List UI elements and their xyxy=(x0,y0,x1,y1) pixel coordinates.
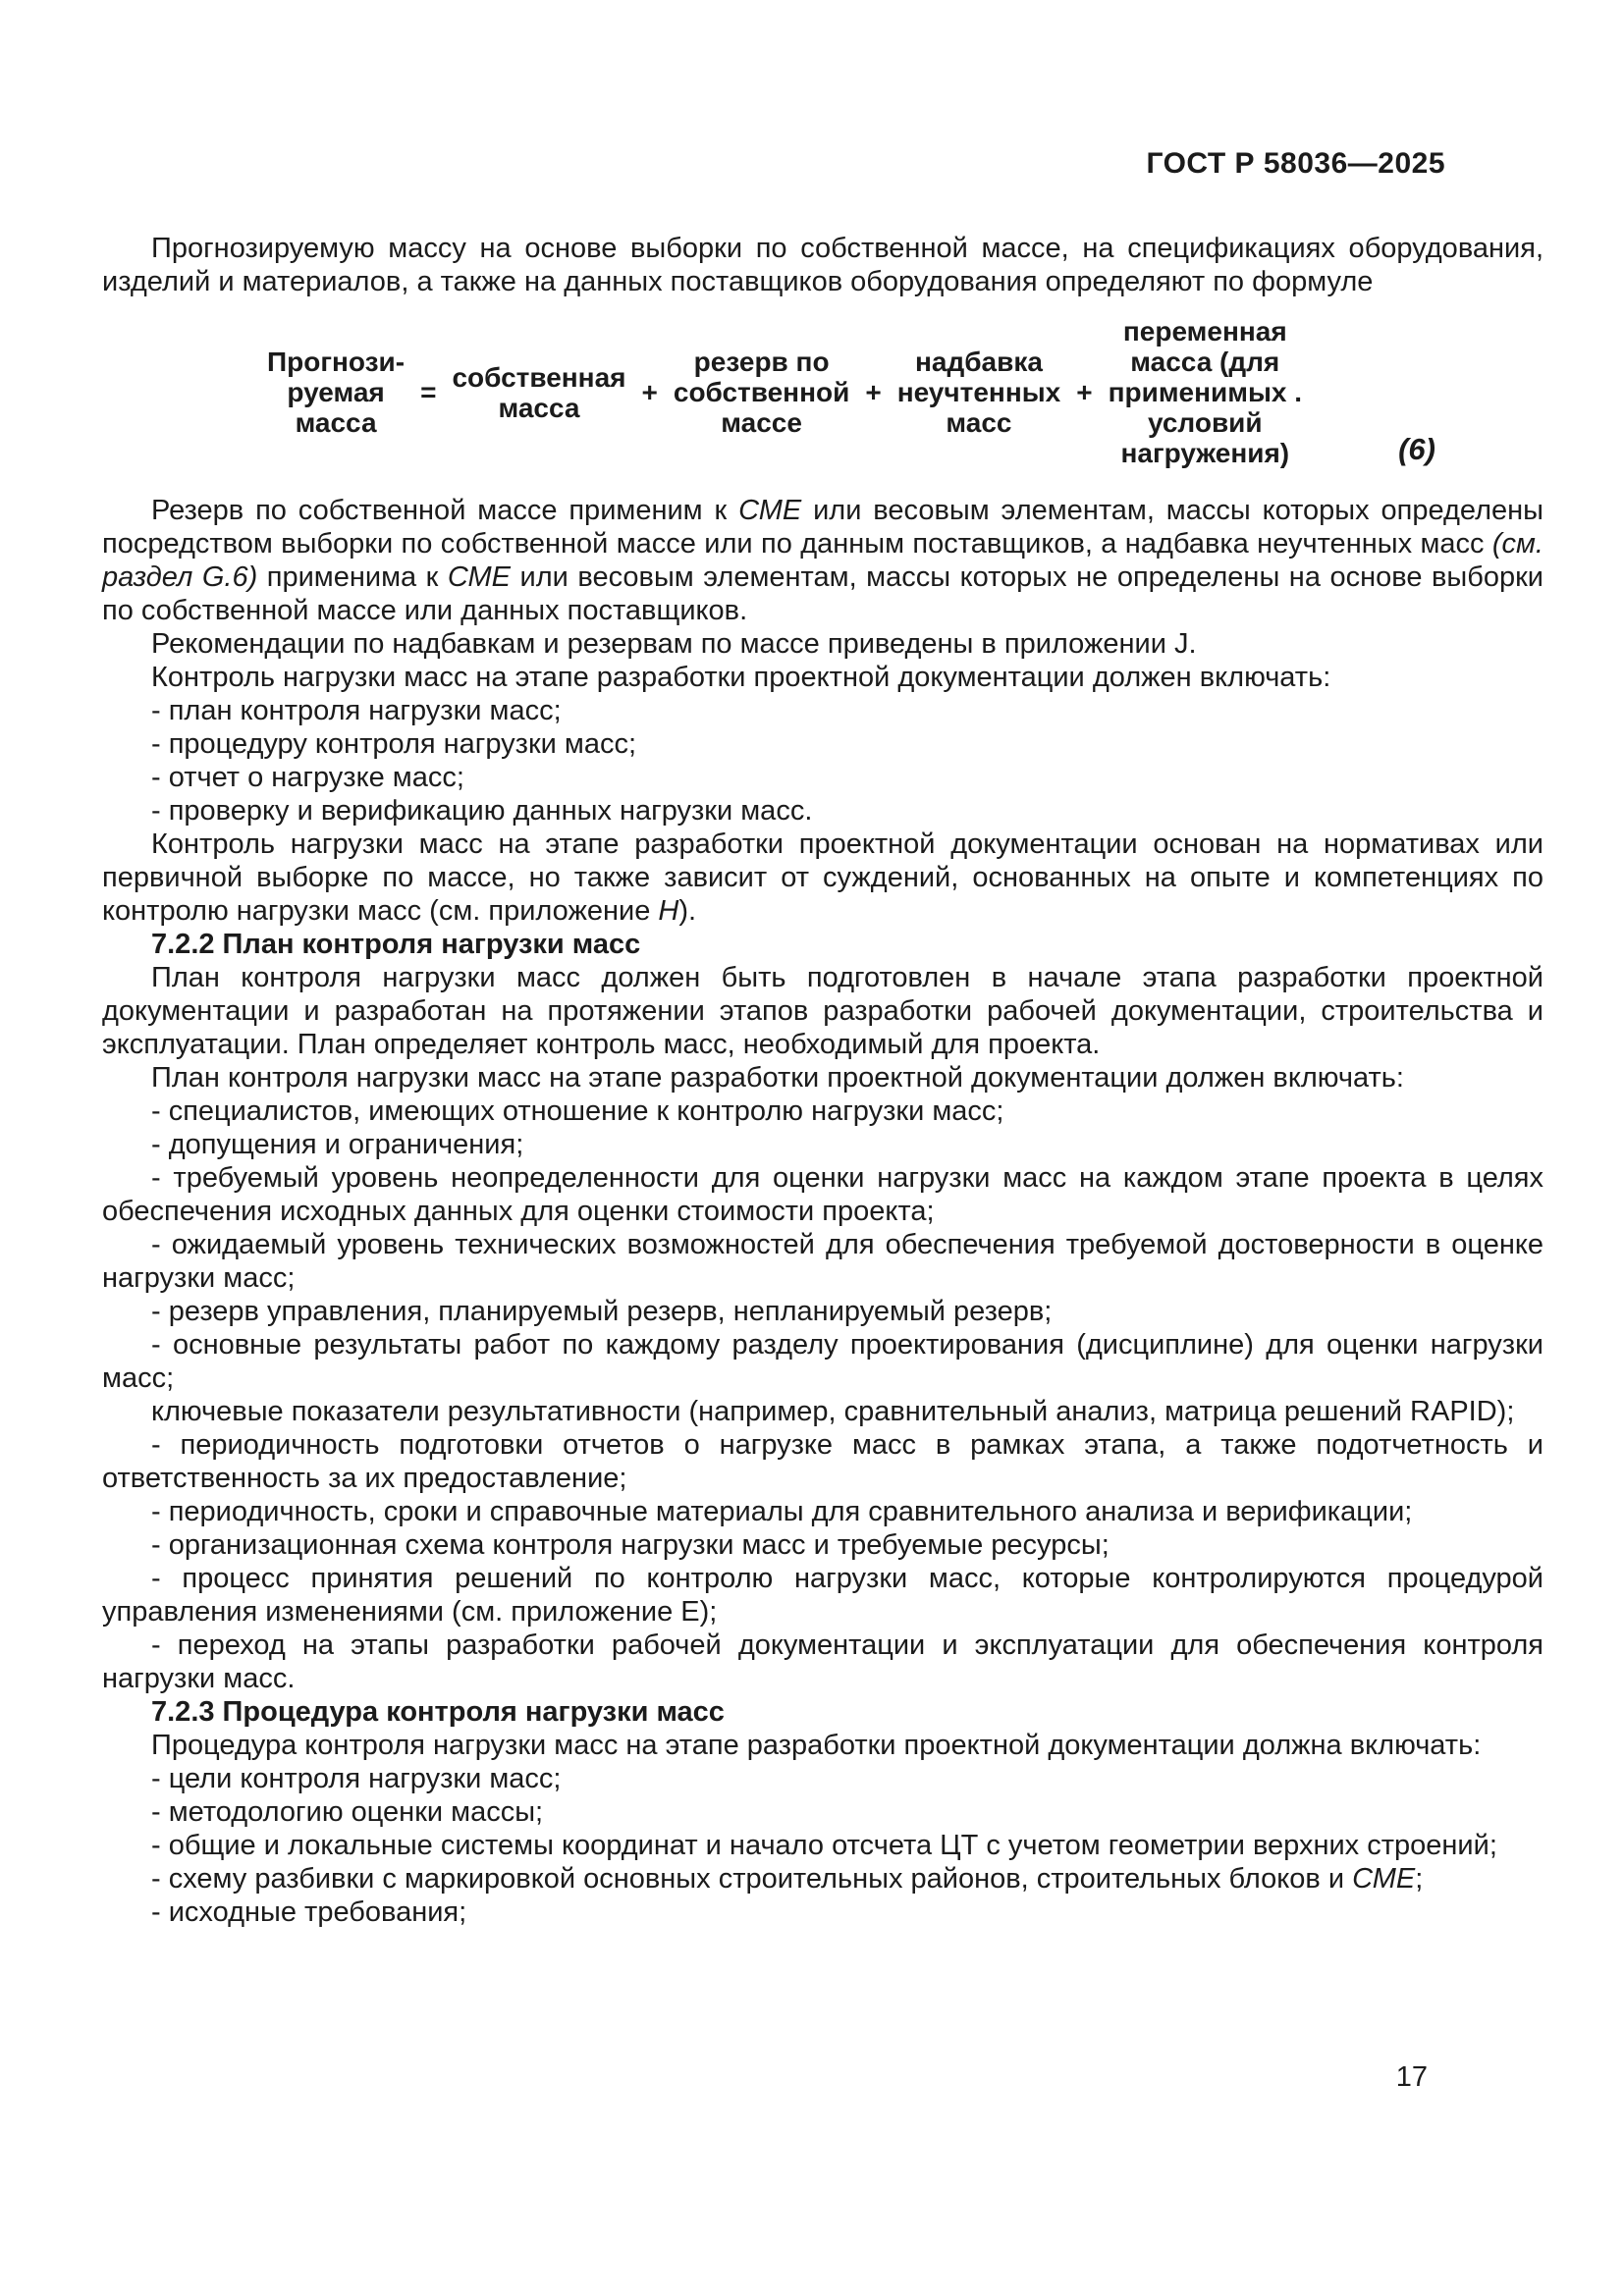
paragraph xyxy=(102,1161,1543,1228)
formula-term: надбавка неучтенных масс xyxy=(896,347,1061,438)
paragraph xyxy=(102,1528,1543,1562)
text-run: - периодичность, сроки и справочные материалы для сравнительного анализа и верификации; xyxy=(151,1496,1413,1527)
paragraph xyxy=(102,1562,1543,1629)
paragraph xyxy=(102,627,1543,661)
text-run: Резерв по собственной массе применим к xyxy=(151,495,739,526)
formula-term: переменная масса (для применимых . условий нагружения) xyxy=(1108,316,1302,468)
text-run: - методологию оценки массы; xyxy=(151,1796,544,1828)
paragraph xyxy=(102,794,1543,828)
paragraph xyxy=(102,494,1543,627)
text-run: - исходные требования; xyxy=(151,1896,467,1928)
formula-operator: = xyxy=(420,377,437,407)
text-run: или весовым элементам, массы которых определены посредством выборки по собственной массе или по данным поставщиков, а надбавка неучтенных масс xyxy=(102,495,1543,560)
text-run: - общие и локальные системы координат и начало отсчета ЦТ с учетом геометрии верхних строений; xyxy=(151,1830,1497,1861)
formula-number: (6) xyxy=(1398,432,1435,466)
paragraph xyxy=(102,1495,1543,1528)
text-run: ; xyxy=(1415,1863,1424,1895)
text-run: - план контроля нагрузки масс; xyxy=(151,695,562,726)
paragraph xyxy=(102,1629,1543,1695)
paragraph xyxy=(102,1095,1543,1128)
text-run: - отчет о нагрузке масс; xyxy=(151,762,464,793)
paragraph xyxy=(102,1061,1543,1095)
text-run: - схему разбивки с маркировкой основных строительных районов, строительных блоков и xyxy=(151,1863,1353,1895)
text-run: Контроль нагрузки масс на этапе разработки проектной документации основан на нормативах или первичной выборке по массе, но также зависит от суждений, основанных на опыте и компетенциях по контролю нагрузки масс (см. приложение xyxy=(102,828,1543,927)
text-run: План контроля нагрузки масс должен быть подготовлен в начале этапа разработки проектной документации и разработан на протяжении этапов разработки рабочей документации, строительства и эксплуатации. План определяет контроль масс, необходимый для проекта. xyxy=(102,962,1543,1060)
paragraph xyxy=(102,1729,1543,1762)
text-run: - периодичность подготовки отчетов о нагрузке масс в рамках этапа, а также подотчетность и ответственность за их предоставление; xyxy=(102,1429,1543,1494)
text-run: ключевые показатели результативности (например, сравнительный анализ, матрица решений RAPID); xyxy=(151,1396,1515,1427)
text-run: Контроль нагрузки масс на этапе разработки проектной документации должен включать: xyxy=(151,662,1331,693)
paragraph xyxy=(102,761,1543,794)
text-run: - специалистов, имеющих отношение к контролю нагрузки масс; xyxy=(151,1095,1004,1127)
formula-operator: + xyxy=(641,377,658,407)
italic-text-run: СМЕ xyxy=(738,495,802,526)
text-run: применима к xyxy=(257,561,448,593)
text-run: - допущения и ограничения; xyxy=(151,1129,524,1160)
formula xyxy=(102,316,1543,468)
paragraph xyxy=(102,1395,1543,1428)
text-run: План контроля нагрузки масс на этапе разработки проектной документации должен включать: xyxy=(151,1062,1404,1094)
paragraph xyxy=(102,1128,1543,1161)
paragraph xyxy=(102,694,1543,727)
paragraph xyxy=(102,727,1543,761)
text-run: Рекомендации по надбавкам и резервам по массе приведены в приложении J. xyxy=(151,628,1197,660)
text-run: - организационная схема контроля нагрузки масс и требуемые ресурсы; xyxy=(151,1529,1110,1561)
text-run: 7.2.3 Процедура контроля нагрузки масс xyxy=(151,1696,725,1728)
paragraph xyxy=(102,961,1543,1061)
text-run: - процесс принятия решений по контролю нагрузки масс, которые контролируются процедурой управления изменениями (см. приложение Е); xyxy=(102,1563,1543,1628)
paragraph xyxy=(102,1228,1543,1295)
paragraph xyxy=(102,1428,1543,1495)
paragraph xyxy=(102,828,1543,928)
paragraph xyxy=(102,661,1543,694)
italic-text-run: (см. раздел G.6) xyxy=(102,528,1543,593)
text-run: - ожидаемый уровень технических возможностей для обеспечения требуемой достоверности в оценке нагрузки масс; xyxy=(102,1229,1543,1294)
formula-term: собственная масса xyxy=(452,361,626,423)
paragraph xyxy=(102,1328,1543,1395)
text-run: - цели контроля нагрузки масс; xyxy=(151,1763,562,1794)
section-heading xyxy=(102,928,1543,961)
formula-term: резерв по собственной массе xyxy=(673,347,850,438)
formula-operator: + xyxy=(865,377,882,407)
italic-text-run: СМЕ xyxy=(1352,1863,1416,1895)
text-run: 7.2.2 План контроля нагрузки масс xyxy=(151,929,641,960)
paragraph xyxy=(102,1295,1543,1328)
section-heading xyxy=(102,1695,1543,1729)
paragraph xyxy=(102,1896,1543,1929)
paragraph xyxy=(102,1795,1543,1829)
text-run: Процедура контроля нагрузки масс на этапе разработки проектной документации должна включать: xyxy=(151,1730,1482,1761)
text-run: - требуемый уровень неопределенности для оценки нагрузки масс на каждом этапе проекта в целях обеспечения исходных данных для оценки стоимости проекта; xyxy=(102,1162,1543,1227)
page-number: 17 xyxy=(1395,2061,1428,2093)
text-run: ). xyxy=(678,895,697,927)
text-run: - проверку и верификацию данных нагрузки масс. xyxy=(151,795,813,827)
paragraph xyxy=(102,1762,1543,1795)
italic-text-run: H xyxy=(658,895,679,927)
formula-term: Прогнози- руемая масса xyxy=(267,347,406,438)
italic-text-run: СМЕ xyxy=(447,561,512,593)
text-run: - процедуру контроля нагрузки масс; xyxy=(151,728,637,760)
paragraph xyxy=(102,1829,1543,1862)
text-run: - резерв управления, планируемый резерв, непланируемый резерв; xyxy=(151,1296,1053,1327)
paragraph xyxy=(102,232,1543,298)
text-run: Прогнозируемую массу на основе выборки по собственной массе, на спецификациях оборудования, изделий и материалов, а также на данных поставщиков оборудования определяют по формуле xyxy=(102,233,1543,297)
formula-row xyxy=(267,316,1543,468)
text-run: или весовым элементам, массы которых не определены на основе выборки по собственной массе или данных поставщиков. xyxy=(102,561,1543,626)
text-run: - переход на этапы разработки рабочей документации и эксплуатации для обеспечения контроля нагрузки масс. xyxy=(102,1629,1543,1694)
document-body xyxy=(102,232,1543,1929)
text-run: - основные результаты работ по каждому разделу проектирования (дисциплине) для оценки нагрузки масс; xyxy=(102,1329,1543,1394)
formula-operator: + xyxy=(1076,377,1093,407)
running-header: ГОСТ Р 58036—2025 xyxy=(1146,147,1445,180)
paragraph xyxy=(102,1862,1543,1896)
